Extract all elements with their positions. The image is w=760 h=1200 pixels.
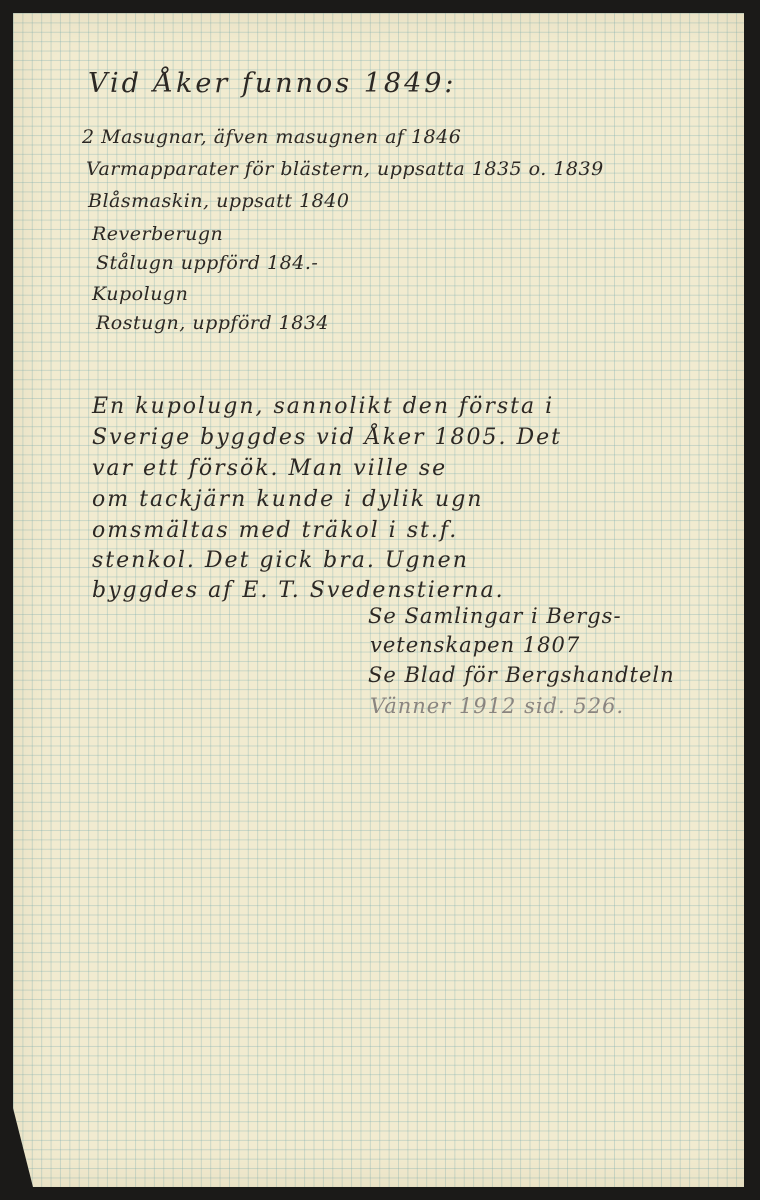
paragraph-line: byggdes af E. T. Svedenstierna. (92, 578, 505, 603)
document-title: Vid Åker funnos 1849: (88, 68, 457, 99)
paragraph-line: om tackjärn kunde i dylik ugn (92, 487, 484, 512)
reference-line: vetenskapen 1807 (370, 633, 581, 657)
list-item: Stålugn uppförd 184.- (96, 252, 319, 274)
reference-line: Se Blad för Bergshandteln (368, 663, 675, 687)
reference-line: Se Samlingar i Bergs- (368, 604, 622, 628)
paragraph-line: var ett försök. Man ville se (92, 456, 448, 481)
list-item: Blåsmaskin, uppsatt 1840 (88, 190, 350, 212)
paragraph-line: En kupolugn, sannolikt den första i (92, 394, 555, 419)
list-item: Varmapparater för blästern, uppsatta 1835 o. 1839 (86, 158, 604, 180)
list-item: Kupolugn (92, 283, 189, 305)
paragraph-line: omsmältas med träkol i st.f. (92, 518, 459, 543)
paragraph-line: stenkol. Det gick bra. Ugnen (92, 548, 469, 573)
paragraph-line: Sverige byggdes vid Åker 1805. Det (92, 425, 562, 450)
list-item: Rostugn, uppförd 1834 (96, 312, 330, 334)
list-item: 2 Masugnar, äfven masugnen af 1846 (82, 126, 462, 148)
reference-line: Vänner 1912 sid. 526. (370, 694, 625, 718)
list-item: Reverberugn (92, 223, 224, 245)
